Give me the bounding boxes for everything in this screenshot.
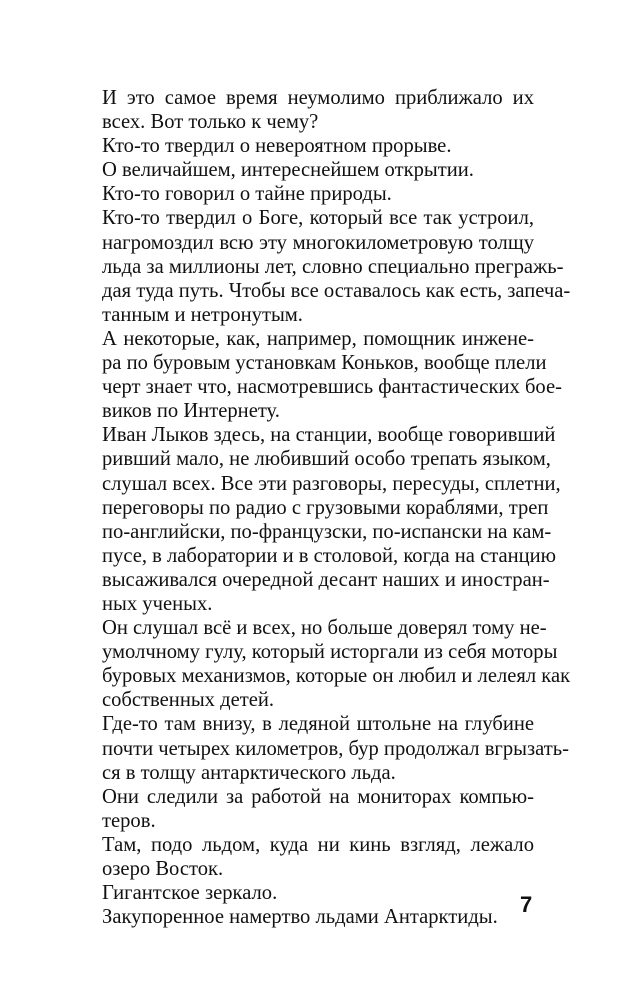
text-line: озеро Восток. [102,858,224,880]
text-line: умолчному гулу, который исторгали из себя моторы [102,641,558,664]
text-line: ных ученых. [102,592,213,615]
paragraph [72,182,534,206]
paragraph [72,616,571,712]
paragraph [72,712,570,784]
paragraph [72,785,534,833]
paragraph [72,158,534,182]
page-body [72,86,571,929]
text-line: дая туда путь. Чтобы все оставалось как есть, запеча- [102,279,571,302]
text-line: ся в толщу антарктического льда. [102,761,396,784]
text-line: буровых механизмов, которые он любил и лелеял как [102,665,571,688]
text-line: переговоры по радио с грузовыми кораблями, треп [102,496,549,519]
text-line: виков по Интернету. [102,400,280,423]
text-line: танным и нетронутым. [102,303,303,326]
text-line: высаживался очередной десант наших и иностран- [102,568,550,591]
text-line: Закупоренное намертво льдами Антарктиды. [102,906,498,929]
paragraph [72,86,534,134]
text-line: И это самое время неумолимо приближало их [102,87,534,109]
text-line: Гигантское зеркало. [102,882,278,905]
text-line: ривший мало, не любивший особо трепать языком, [102,448,551,471]
text-line: Где-то там внизу, в ледяной штольне на глубине [102,713,534,736]
paragraph [72,206,571,326]
text-line: Кто-то твердил о невероятном прорыве. [102,135,452,158]
text-line: пусе, в лаборатории и в столовой, когда на станцию [102,544,557,567]
text-line: слушал всех. Все эти разговоры, пересуды, сплетни, [102,472,561,495]
text-line: черт знает что, насмотревшись фантастических бое- [102,376,562,399]
text-line: всех. Вот только к чему? [102,111,319,134]
page-number: 7 [520,892,533,917]
paragraph [72,423,561,616]
text-line: О величайшем, интереснейшем открытии. [102,159,474,182]
text-line: Там, подо льдом, куда ни кинь взгляд, лежало [102,833,534,856]
text-line: нагромоздил всю эту многокилометровую толщу [102,231,534,254]
text-line: Он слушал всё и всех, но больше доверял тому не- [102,617,547,640]
text-line: льда за миллионы лет, словно специально прегражь- [102,255,564,278]
paragraph [72,905,534,929]
paragraph [72,327,562,423]
text-line: собственных детей. [102,689,275,712]
text-line: ра по буровым установкам Коньков, вообще плели [102,352,547,375]
paragraph [72,134,534,158]
text-line: почти четырех километров, бур продолжал вгрызать- [102,737,570,760]
text-line: Иван Лыков здесь, на станции, вообще говоривший [102,424,556,447]
text-line: Они следили за работой на мониторах компью- [102,785,534,808]
paragraph [72,881,534,905]
text-line: А некоторые, как, например, помощник инжене- [102,327,534,350]
paragraph [72,833,534,881]
text-line: теров. [102,809,156,832]
text-line: Кто-то твердил о Боге, который все так устроил, [102,207,534,230]
text-line: Кто-то говорил о тайне природы. [102,183,392,206]
text-line: по-английски, по-французски, по-испански на кам- [102,520,552,543]
